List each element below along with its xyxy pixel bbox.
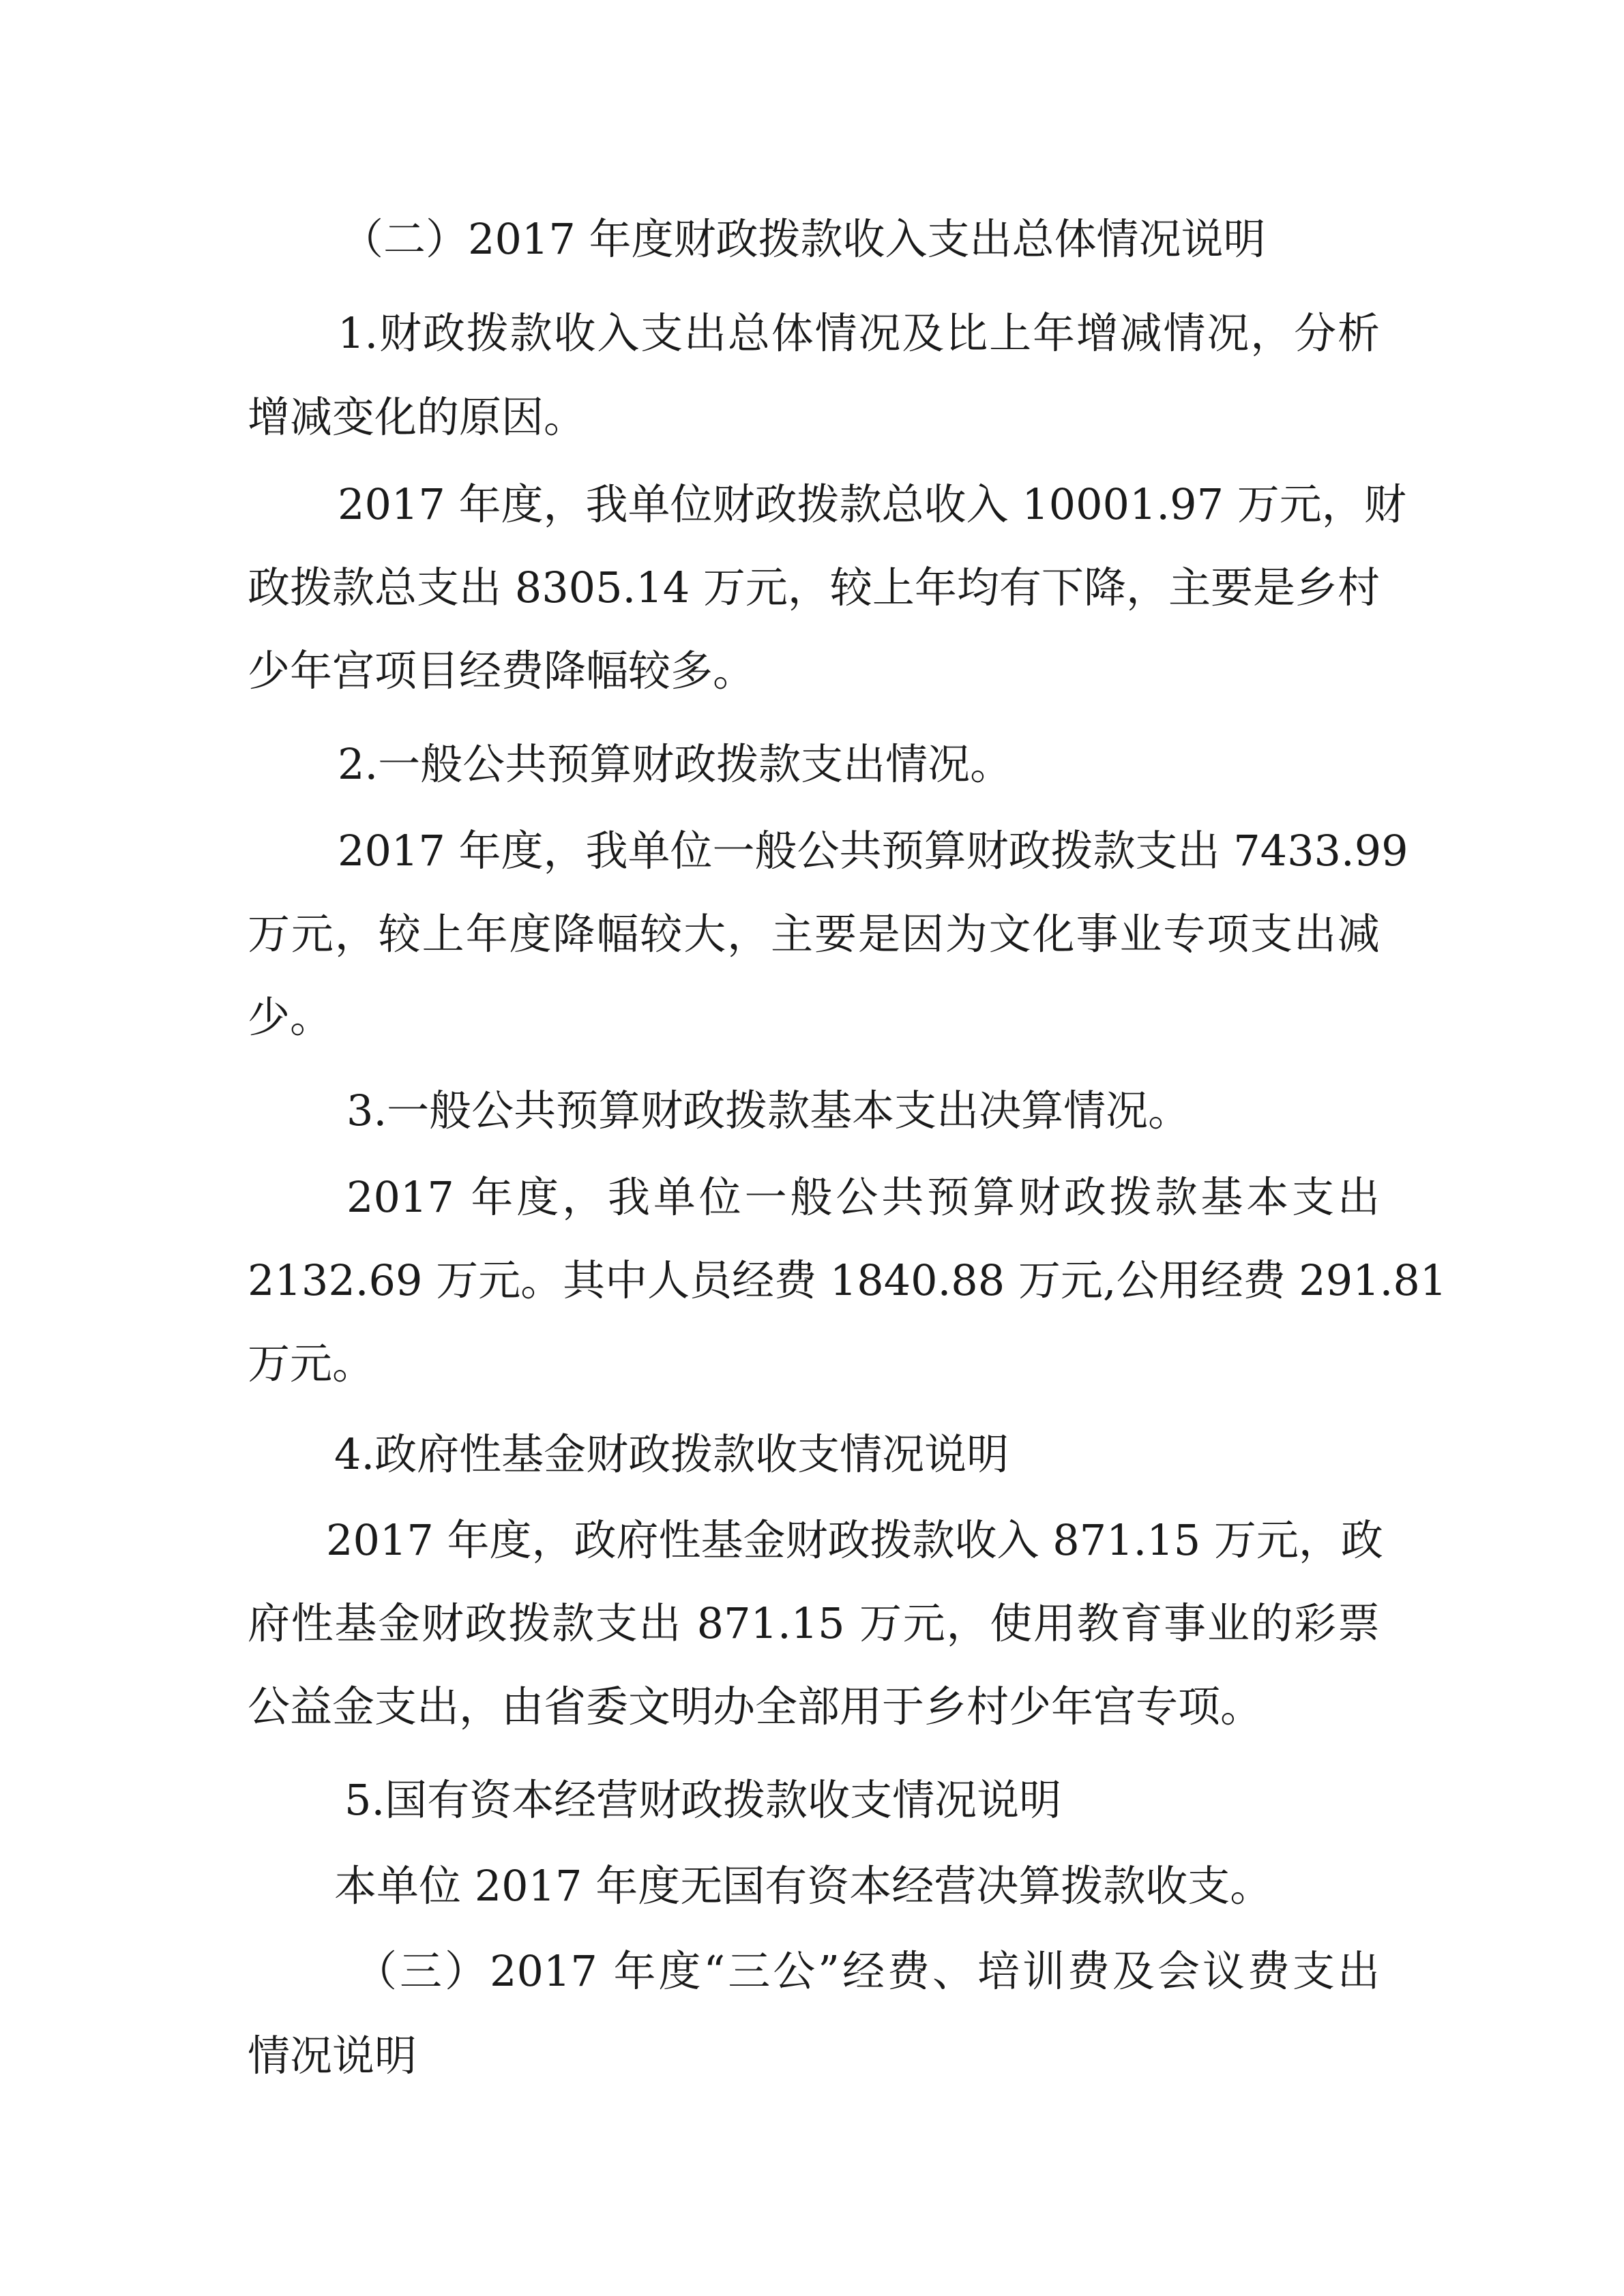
item-2-heading: 2.一般公共预算财政拨款支出情况。 <box>338 739 1013 789</box>
item-3-heading: 3.一般公共预算财政拨款基本支出决算情况。 <box>346 1086 1191 1135</box>
item-1-body-line-3: 少年宫项目经费降幅较多。 <box>248 646 756 696</box>
section-heading-3-line-2: 情况说明 <box>248 2031 417 2081</box>
item-5-body-line-1: 本单位 2017 年度无国有资本经营决算拨款收支。 <box>334 1861 1273 1911</box>
item-1-body-line-2: 政拨款总支出 8305.14 万元，较上年均有下降，主要是乡村 <box>248 563 1380 612</box>
item-3-body-line-2: 2132.69 万元。其中人员经费 1840.88 万元,公用经费 291.81 <box>248 1255 1447 1305</box>
item-2-body-line-1: 2017 年度，我单位一般公共预算财政拨款支出 7433.99 <box>338 826 1408 876</box>
item-1-body-line-1: 2017 年度，我单位财政拨款总收入 10001.97 万元，财 <box>338 479 1406 529</box>
section-heading-2: （二）2017 年度财政拨款收入支出总体情况说明 <box>341 214 1266 264</box>
item-4-body-line-1: 2017 年度，政府性基金财政拨款收入 871.15 万元，政 <box>326 1515 1383 1565</box>
item-1-heading-line-1: 1.财政拨款收入支出总体情况及比上年增减情况，分析 <box>338 308 1380 358</box>
item-5-heading: 5.国有资本经营财政拨款收支情况说明 <box>344 1775 1062 1825</box>
item-2-body-line-2: 万元，较上年度降幅较大，主要是因为文化事业专项支出减 <box>248 909 1380 959</box>
item-2-body-line-3: 少。 <box>248 992 333 1042</box>
item-4-body-line-2: 府性基金财政拨款支出 871.15 万元，使用教育事业的彩票 <box>248 1598 1380 1648</box>
item-1-heading-line-2: 增减变化的原因。 <box>248 392 587 442</box>
section-heading-3-line-1: （三）2017 年度“三公”经费、培训费及会议费支出 <box>355 1946 1380 1996</box>
item-3-body-line-3: 万元。 <box>248 1339 375 1388</box>
item-3-body-line-1: 2017 年度，我单位一般公共预算财政拨款基本支出 <box>346 1172 1380 1222</box>
item-4-heading: 4.政府性基金财政拨款收支情况说明 <box>334 1429 1009 1479</box>
item-4-body-line-3: 公益金支出，由省委文明办全部用于乡村少年宫专项。 <box>248 1682 1263 1731</box>
